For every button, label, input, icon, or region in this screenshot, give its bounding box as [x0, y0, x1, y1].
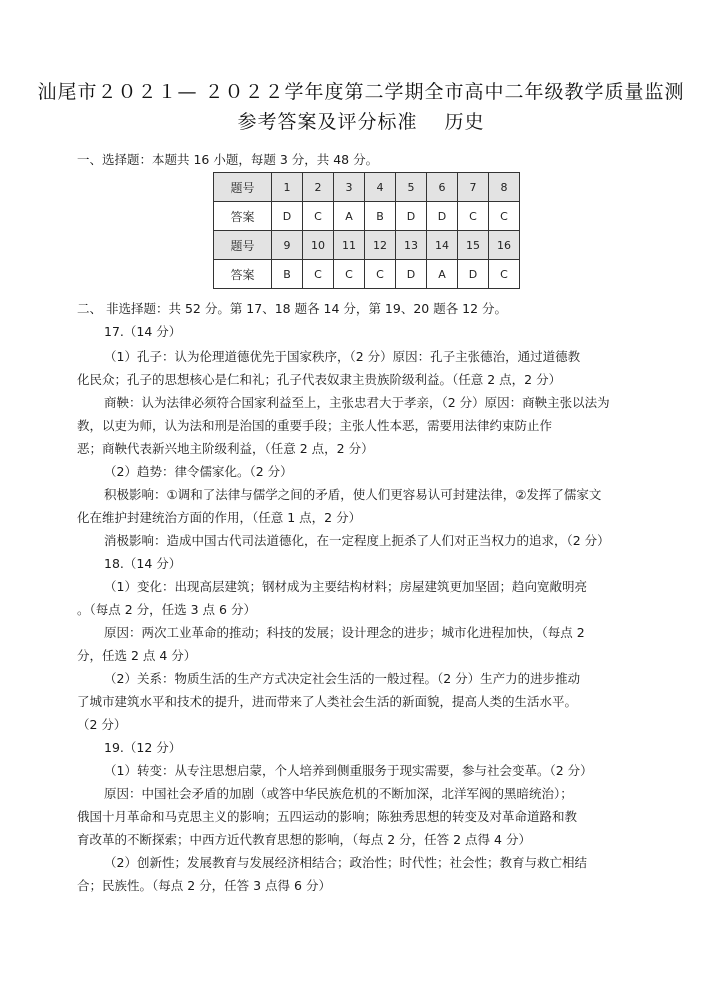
section1-heading: 一、选择题：本题共 16 小题，每题 3 分，共 48 分。	[77, 152, 379, 167]
answer-line: 俄国十月革命和马克思主义的影响；五四运动的影响；陈独秀思想的转变及对革命道路和教	[77, 809, 578, 824]
section2-heading: 二、 非选择题：共 52 分。第 17、18 题各 14 分，第 19、20 题各 12 分。	[77, 301, 508, 316]
answer-cell: A	[427, 260, 458, 289]
table-row-question-numbers-1	[214, 173, 520, 202]
question-number: 11	[334, 231, 365, 260]
question-number: 1	[272, 173, 303, 202]
table-row-answers-2	[214, 260, 520, 289]
question-number: 2	[303, 173, 334, 202]
question-number: 14	[427, 231, 458, 260]
question-number: 4	[365, 173, 396, 202]
answer-cell: D	[458, 260, 489, 289]
answer-cell: D	[396, 260, 427, 289]
answer-cell: C	[303, 202, 334, 231]
answer-cell: C	[458, 202, 489, 231]
answer-line: 消极影响：造成中国古代司法道德化，在一定程度上扼杀了人们对正当权力的追求，（2 分）	[104, 533, 610, 548]
answer-line: 原因：中国社会矛盾的加剧（或答中华民族危机的不断加深，北洋军阀的黑暗统治）；	[104, 786, 573, 801]
answer-line: （2）创新性；发展教育与发展经济相结合；政治性；时代性；社会性；教育与救亡相结	[104, 855, 587, 870]
answer-line: 合；民族性。（每点 2 分，任答 3 点得 6 分）	[77, 878, 331, 893]
question-number: 7	[458, 173, 489, 202]
answer-line: 原因：两次工业革命的推动；科技的发展；设计理念的进步；城市化进程加快，（每点 2	[104, 625, 585, 640]
question-19-heading: 19.（12 分）	[104, 740, 182, 755]
answer-cell: C	[303, 260, 334, 289]
answer-line: 化民众；孔子的思想核心是仁和礼；孔子代表奴隶主贵族阶级利益。（任意 2 点，2 分）	[77, 372, 562, 387]
question-number: 16	[489, 231, 520, 260]
answer-line: 了城市建筑水平和技术的提升，进而带来了人类社会生活的新面貌，提高人类的生活水平。	[77, 694, 578, 709]
row-label-question: 题号	[214, 173, 272, 202]
answer-line: （2）关系：物质生活的生产方式决定社会生活的一般过程。（2 分）生产力的进步推动	[104, 671, 581, 686]
answer-line: （1）孔子：认为伦理道德优先于国家秩序，（2 分）原因：孔子主张德治，通过道德教	[104, 349, 581, 364]
question-number: 15	[458, 231, 489, 260]
answer-line: 育改革的不断探索；中西方近代教育思想的影响，（每点 2 分，任答 2 点得 4 分）	[77, 832, 531, 847]
question-17-heading: 17.（14 分）	[104, 324, 182, 339]
answer-cell: C	[334, 260, 365, 289]
question-number: 9	[272, 231, 303, 260]
row-label-answer: 答案	[214, 260, 272, 289]
table-row-question-numbers-2	[214, 231, 520, 260]
answer-cell: C	[365, 260, 396, 289]
answer-table	[213, 172, 520, 289]
answer-cell: B	[365, 202, 396, 231]
answer-line: 教，以吏为师，认为法和刑是治国的重要手段；主张人性本恶，需要用法律约束防止作	[77, 418, 553, 433]
answer-line: 商鞅：认为法律必须符合国家利益至上，主张忠君大于孝亲，（2 分）原因：商鞅主张以法为	[104, 395, 610, 410]
answer-line: 。（每点 2 分，任选 3 点 6 分）	[77, 602, 256, 617]
document-subtitle: 参考答案及评分标准 历史	[237, 111, 485, 133]
question-number: 5	[396, 173, 427, 202]
question-18-heading: 18.（14 分）	[104, 556, 182, 571]
answer-line: （2）趋势：律令儒家化。（2 分）	[104, 464, 293, 479]
answer-line: （1）变化：出现高层建筑；钢材成为主要结构材料；房屋建筑更加坚固；趋向宽敞明亮	[104, 579, 587, 594]
question-number: 12	[365, 231, 396, 260]
answer-cell: C	[489, 260, 520, 289]
answer-line: 积极影响：①调和了法律与儒学之间的矛盾，使人们更容易认可封建法律，②发挥了儒家文	[104, 487, 602, 502]
answer-line: 分，任选 2 点 4 分）	[77, 648, 197, 663]
answer-cell: C	[489, 202, 520, 231]
answer-line: （1）转变：从专注思想启蒙，个人培养到侧重服务于现实需要，参与社会变革。（2 分）	[104, 763, 593, 778]
answer-cell: B	[272, 260, 303, 289]
question-number: 13	[396, 231, 427, 260]
answer-cell: D	[427, 202, 458, 231]
question-number: 10	[303, 231, 334, 260]
table-row-answers-1	[214, 202, 520, 231]
row-label-answer: 答案	[214, 202, 272, 231]
answer-line: （2 分）	[77, 717, 127, 732]
row-label-question: 题号	[214, 231, 272, 260]
question-number: 6	[427, 173, 458, 202]
answer-cell: A	[334, 202, 365, 231]
question-number: 3	[334, 173, 365, 202]
answer-line: 化在维护封建统治方面的作用，（任意 1 点，2 分）	[77, 510, 362, 525]
answer-line: 恶；商鞅代表新兴地主阶级利益，（任意 2 点，2 分）	[77, 441, 374, 456]
document-title: 汕尾市２０２１— ２０２２学年度第二学期全市高中二年级教学质量监测	[37, 81, 685, 103]
answer-cell: D	[396, 202, 427, 231]
question-number: 8	[489, 173, 520, 202]
answer-cell: D	[272, 202, 303, 231]
